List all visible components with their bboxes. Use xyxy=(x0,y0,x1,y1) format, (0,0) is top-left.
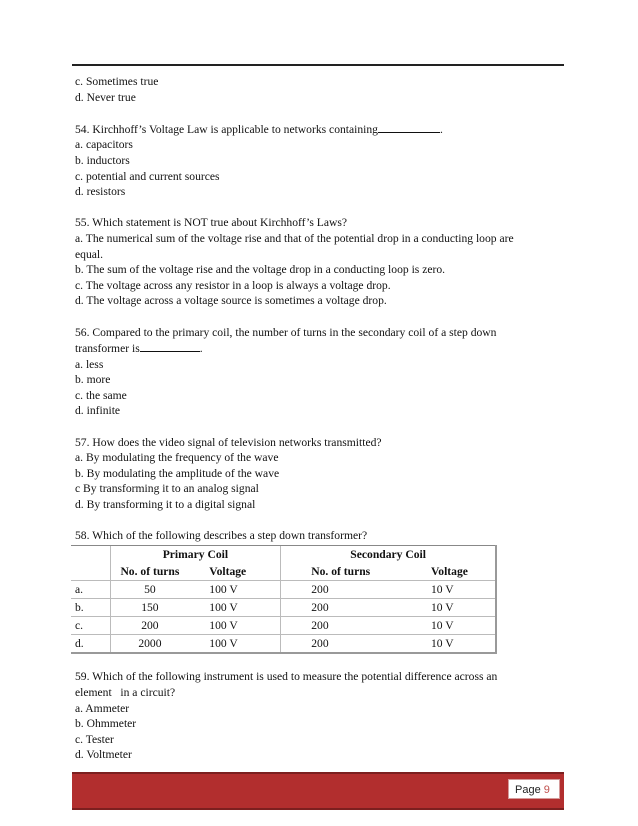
col-header: Voltage xyxy=(393,563,496,581)
col-header: No. of turns xyxy=(281,563,393,581)
option-line: c. The voltage across any resistor in a loop is always a voltage drop. xyxy=(75,278,391,292)
option-line: a. By modulating the frequency of the wave xyxy=(75,451,279,465)
option-line: d. resistors xyxy=(75,185,126,199)
option-line: c. Tester xyxy=(75,732,114,746)
option-line: b. inductors xyxy=(75,153,130,167)
question-59-cont: element in a circuit? xyxy=(75,686,176,699)
option-line: c. the same xyxy=(75,388,127,402)
question-56: 56. Compared to the primary coil, the number of turns in the secondary coil of a step down xyxy=(75,325,497,339)
option-line: b. The sum of the voltage rise and the voltage drop in a conducting loop is zero. xyxy=(75,263,446,277)
option-line: b. more xyxy=(75,373,111,387)
option-line: a. less xyxy=(75,357,104,371)
option-line: a. capacitors xyxy=(75,138,133,152)
group-header-secondary: Secondary Coil xyxy=(281,545,496,563)
page-number: 9 xyxy=(543,784,550,796)
table-row: b. 150 100 V 200 10 V xyxy=(71,598,496,616)
question-59: 59. Which of the following instrument is used to measure the potential difference across an xyxy=(75,670,498,684)
header-rule xyxy=(72,64,564,66)
option-line: d. infinite xyxy=(75,404,121,418)
group-header-primary: Primary Coil xyxy=(110,545,281,563)
option-line: d. The voltage across a voltage source is sometimes a voltage drop. xyxy=(75,294,387,308)
answer-blank xyxy=(140,340,200,352)
option-line: equal. xyxy=(75,247,104,261)
option-line: c By transforming it to an analog signal xyxy=(75,482,259,496)
question-57: 57. How does the video signal of television networks transmitted? xyxy=(75,435,382,449)
option-line: c. Sometimes true xyxy=(75,75,159,88)
option-line: b. Ohmmeter xyxy=(75,717,137,731)
option-line: d. By transforming it to a digital signal xyxy=(75,498,256,512)
question-58: 58. Which of the following describes a step down transformer? xyxy=(75,529,368,543)
option-line: d. Voltmeter xyxy=(75,748,132,762)
table-row: c. 200 100 V 200 10 V xyxy=(71,616,496,634)
option-line: c. potential and current sources xyxy=(75,169,220,183)
option-line: a. Ammeter xyxy=(75,701,130,715)
option-line: a. The numerical sum of the voltage rise and that of the potential drop in a conducting loop are xyxy=(75,231,514,245)
answer-blank xyxy=(378,121,440,133)
table-row: d. 2000 100 V 200 10 V xyxy=(71,634,496,653)
page-number-box xyxy=(508,779,560,799)
col-header: No. of turns xyxy=(110,563,189,581)
transformer-table xyxy=(71,545,497,654)
option-line: b. By modulating the amplitude of the wave xyxy=(75,466,280,480)
page-content xyxy=(75,74,545,763)
footer-band xyxy=(72,772,564,810)
question-56-cont: transformer is . xyxy=(75,342,203,356)
question-54: 54. Kirchhoff’s Voltage Law is applicable to networks containing . xyxy=(75,122,443,136)
question-55: 55. Which statement is NOT true about Kirchhoff’s Laws? xyxy=(75,216,348,230)
page-label: Page xyxy=(515,784,541,796)
option-line: d. Never true xyxy=(75,90,136,104)
col-header: Voltage xyxy=(209,564,247,578)
table-row: a. 50 100 V 200 10 V xyxy=(71,580,496,598)
